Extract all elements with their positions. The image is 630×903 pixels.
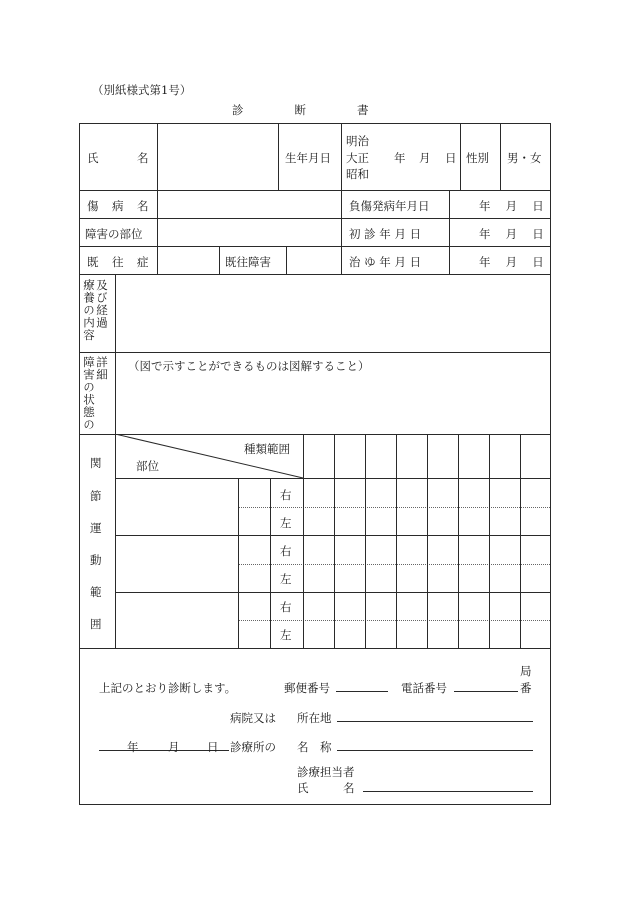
sex-value: 男・女 [507, 151, 542, 165]
birth-date-label: 生年月日 [285, 151, 331, 165]
cure-date-units: 年 月 日 [479, 255, 544, 269]
joint-label-char-1: 関 [90, 456, 102, 470]
date-year: 年 [127, 740, 139, 754]
document-title: 診 断 書 [232, 103, 370, 117]
joint-label-char-2: 節 [90, 489, 102, 503]
medical-history-label: 既 往 症 [87, 255, 150, 269]
right-label: 右 [280, 544, 292, 558]
onset-date-label: 負傷発病年月日 [349, 199, 430, 213]
statement: 上記のとおり診断します。 [99, 681, 237, 695]
onset-date-units: 年 月 日 [479, 199, 544, 213]
injury-name-label: 傷 病 名 [87, 199, 150, 213]
facility-name-line [337, 750, 533, 751]
left-label: 左 [280, 572, 292, 586]
era-showa: 昭和 [346, 167, 369, 181]
ban-label: 番 [520, 681, 532, 695]
doctor-label: 診療担当者 [297, 765, 355, 779]
phone-line [454, 691, 518, 692]
postal-code-label: 郵便番号 [284, 681, 330, 695]
condition-label-2: 障害の状態の [82, 356, 96, 431]
phone-label: 電話番号 [401, 681, 447, 695]
era-meiji: 明治 [346, 134, 369, 148]
treatment-label-2: 療養の内容 [82, 279, 96, 342]
birth-day-unit: 日 [445, 151, 457, 165]
address-label: 所在地 [297, 711, 332, 725]
address-line [337, 721, 533, 722]
sex-label: 性別 [466, 151, 489, 165]
left-label: 左 [280, 628, 292, 642]
condition-note: （図で示すことができるものは図解すること） [128, 359, 370, 373]
doctor-name-line [363, 791, 533, 792]
joint-label-char-5: 範 [90, 585, 102, 599]
treatment-label-1: 及び経過 [95, 279, 109, 329]
right-label: 右 [280, 488, 292, 502]
left-label: 左 [280, 516, 292, 530]
doctor-name-label: 氏 名 [297, 781, 355, 795]
birth-month-unit: 月 [419, 151, 431, 165]
facility-name-label: 名 称 [297, 740, 332, 754]
condition-label-1: 詳細 [95, 356, 109, 381]
form-number: （別紙様式第1号） [92, 83, 192, 97]
cure-date-label: 治 ゆ 年 月 日 [349, 255, 422, 269]
prior-disability-label: 既往障害 [225, 255, 271, 269]
kind-range-header: 種類範囲 [244, 442, 290, 456]
joint-label-char-4: 動 [90, 553, 102, 567]
date-day: 日 [207, 740, 219, 754]
name-label: 氏 名 [87, 151, 150, 165]
birth-year-unit: 年 [394, 151, 406, 165]
first-visit-label: 初 診 年 月 日 [349, 227, 422, 241]
era-taisho: 大正 [346, 151, 369, 165]
clinic-label: 診療所の [230, 740, 276, 754]
part-header: 部位 [136, 459, 159, 473]
first-visit-units: 年 月 日 [479, 227, 544, 241]
affected-site-label: 障害の部位 [85, 227, 143, 241]
date-month: 月 [168, 740, 180, 754]
joint-label-char-3: 運 [90, 521, 102, 535]
kyoku-label: 局 [520, 664, 532, 678]
joint-label-char-6: 囲 [90, 617, 102, 631]
hospital-label: 病院又は [230, 711, 276, 725]
right-label: 右 [280, 600, 292, 614]
postal-code-line [336, 691, 388, 692]
